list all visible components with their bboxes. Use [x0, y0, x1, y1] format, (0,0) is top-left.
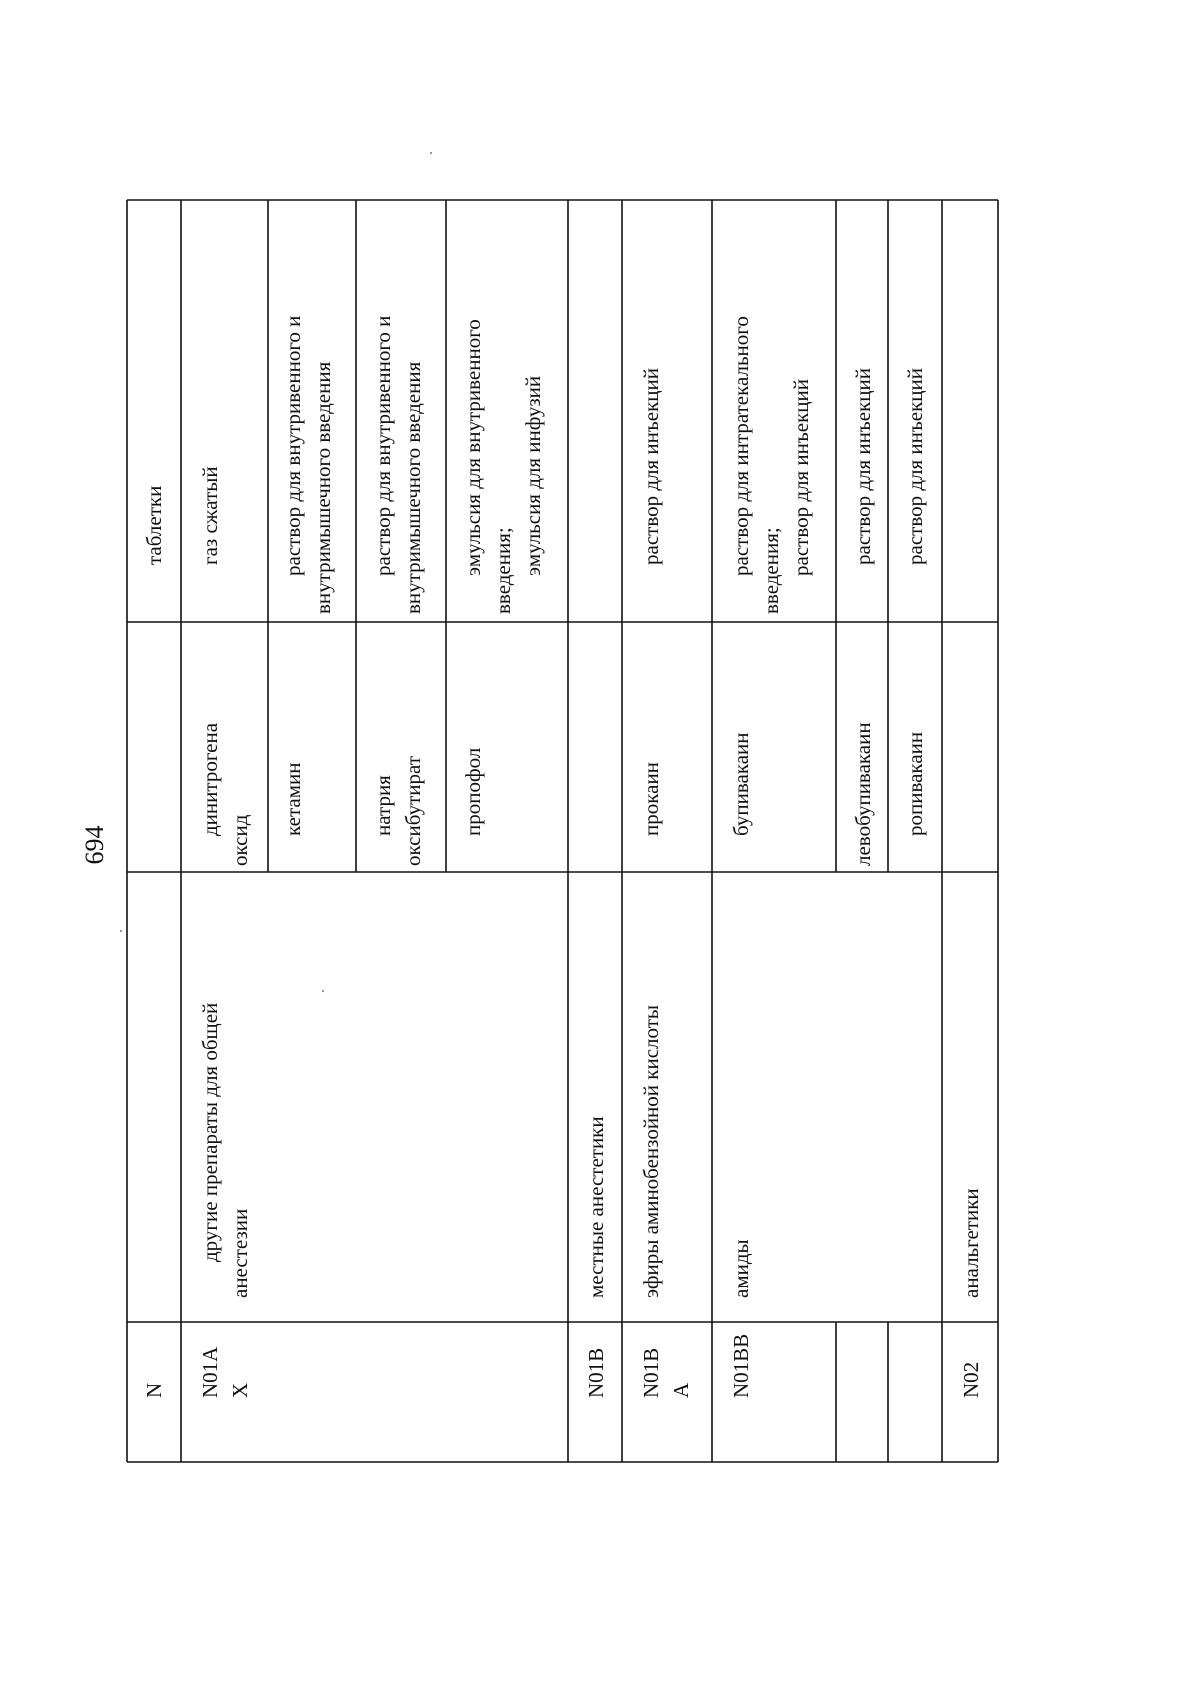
- group-cell: амиды: [729, 1239, 753, 1298]
- group-cell: другие препараты для общей: [198, 1002, 222, 1262]
- substance-cell: кетамин: [281, 762, 305, 836]
- form-cell: раствор для инъекций: [851, 368, 875, 565]
- form-cell: раствор для внутривенного и: [281, 315, 305, 576]
- form-cell: раствор для интратекального: [729, 316, 753, 576]
- form-cell: газ сжатый: [198, 466, 222, 565]
- form-cell: раствор для внутривенного и: [371, 315, 395, 576]
- substance-cell: бупивакаин: [729, 732, 753, 836]
- form-cell: введения;: [491, 527, 515, 614]
- form-cell: раствор для инъекций: [789, 379, 813, 576]
- code-cell: N01BB: [729, 1333, 753, 1398]
- code-cell: X: [228, 1382, 252, 1398]
- form-cell: раствор для инъекций: [903, 368, 927, 565]
- page-number: 694: [80, 825, 109, 865]
- substance-cell: оксибутират: [401, 756, 425, 866]
- group-cell: эфиры аминобензойной кислоты: [639, 1004, 663, 1298]
- substance-cell: динитрогена: [198, 722, 222, 836]
- form-cell: эмульсия для инфузий: [521, 375, 545, 576]
- form-cell: раствор для инъекций: [639, 368, 663, 565]
- header-form: таблетки: [142, 485, 166, 565]
- substance-cell: прокаин: [639, 762, 663, 836]
- form-cell: внутримышечного введения: [311, 361, 335, 614]
- substance-cell: оксид: [228, 814, 252, 866]
- code-cell: A: [669, 1382, 693, 1398]
- code-cell: N02: [959, 1361, 983, 1398]
- substance-cell: ропивакаин: [903, 731, 927, 836]
- code-cell: N01A: [198, 1346, 222, 1398]
- group-cell: анестезии: [228, 1208, 252, 1298]
- group-cell: местные анестетики: [584, 1116, 608, 1298]
- substance-cell: пропофол: [461, 747, 485, 836]
- form-cell: внутримышечного введения: [401, 361, 425, 614]
- form-cell: эмульсия для внутривенного: [461, 319, 485, 576]
- substance-cell: натрия: [371, 775, 395, 836]
- substance-cell: левобупивакаин: [851, 722, 875, 866]
- form-cell: введения;: [759, 527, 783, 614]
- group-cell: анальгетики: [959, 1188, 983, 1298]
- code-cell: N01B: [639, 1347, 663, 1398]
- code-cell: N01B: [584, 1347, 608, 1398]
- header-code: N: [142, 1382, 166, 1398]
